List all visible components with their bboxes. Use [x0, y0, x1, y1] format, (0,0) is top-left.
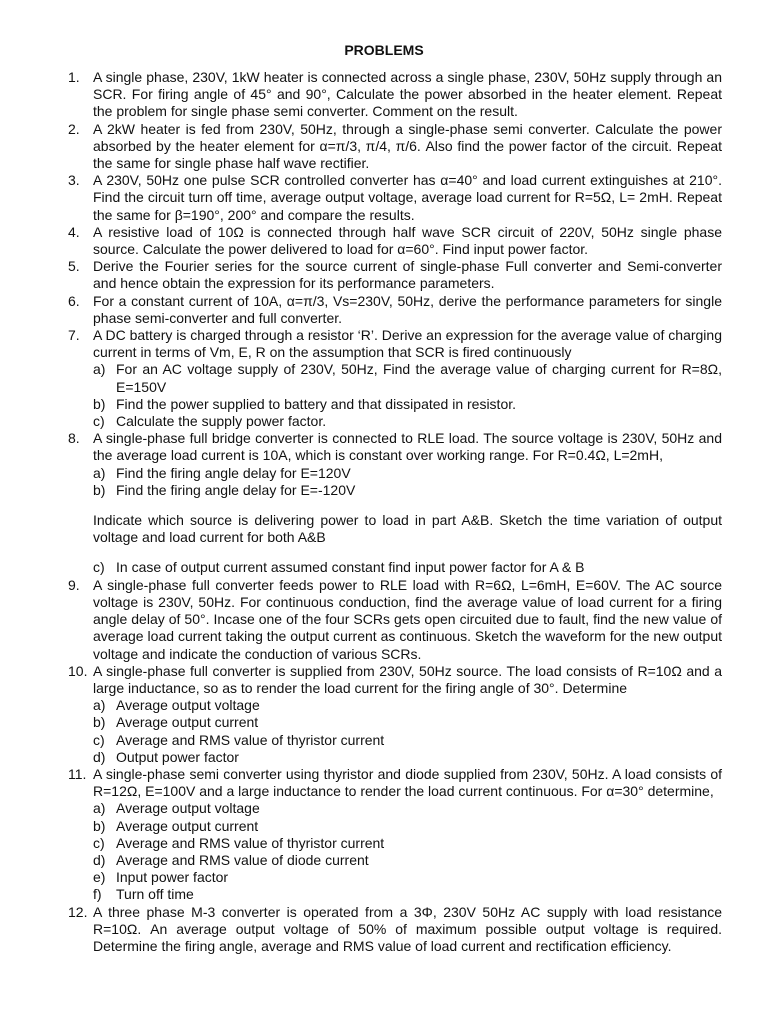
problem-text: Derive the Fourier series for the source current of single-phase Full converter and Semi-converter and hence obtain the expression for its performance parameters. — [93, 258, 722, 292]
sub-question-a — [93, 697, 722, 714]
sub-question-c — [93, 732, 722, 749]
page-title: PROBLEMS — [344, 42, 424, 58]
problem-number: 11. — [68, 765, 87, 782]
sub-label: a) — [93, 361, 106, 378]
problem-8-note: Indicate which source is delivering power to load in part A&B. Sketch the time variation of output voltage and load current for both A&B — [93, 512, 722, 546]
sub-text: In case of output current assumed constant find input power factor for A & B — [116, 559, 585, 576]
problem-4 — [68, 224, 722, 258]
sub-text: Output power factor — [116, 748, 239, 765]
sub-text: Input power factor — [116, 869, 229, 886]
sub-question-e — [93, 869, 722, 886]
sub-question-c — [93, 559, 722, 576]
problem-number: 8. — [68, 430, 80, 447]
problem-6 — [68, 293, 722, 327]
problem-text: A single phase, 230V, 1kW heater is connected across a single phase, 230V, 50Hz supply through an SCR. For firing angle of 45° and 90°, Calculate the power absorbed in the heater element. Repeat the problem for single phase semi converter. Comment on the result. — [93, 69, 722, 120]
sub-question-c — [93, 835, 722, 852]
problem-number: 1. — [68, 69, 80, 85]
sub-label: f) — [93, 886, 102, 903]
problem-text: A 230V, 50Hz one pulse SCR controlled converter has α=40° and load current extinguishes at 210°. Find the circuit turn off time, average output voltage, average load current for R=5Ω, L= 2mH. Repeat the same for β=190°, 200° and compare the results. — [93, 172, 722, 223]
problem-number: 9. — [68, 576, 80, 593]
sub-label: b) — [93, 395, 106, 412]
sub-question-c — [93, 413, 722, 430]
sub-text: Find the firing angle delay for E=-120V — [116, 481, 356, 498]
sub-text: Average output voltage — [116, 697, 260, 714]
problem-text: A DC battery is charged through a resistor ‘R’. Derive an expression for the average value of charging current in terms of Vm, E, R on the assumption that SCR is fired continuously — [93, 327, 722, 361]
sub-question-a — [93, 800, 722, 817]
sub-text: For an AC voltage supply of 230V, 50Hz, Find the average value of charging current for R=8Ω, E=150V — [116, 361, 722, 395]
problem-1 — [68, 69, 722, 121]
sub-question-a — [93, 465, 722, 482]
sub-label: e) — [93, 869, 106, 886]
sub-text: Find the power supplied to battery and that dissipated in resistor. — [116, 395, 517, 412]
sub-text: Average and RMS value of diode current — [116, 851, 369, 868]
sub-text: Find the firing angle delay for E=120V — [116, 464, 351, 481]
sub-label: a) — [93, 464, 106, 481]
sub-text: Average output voltage — [116, 800, 260, 817]
sub-question-b — [93, 396, 722, 413]
sub-label: c) — [93, 559, 105, 576]
problem-text: A single-phase full converter is supplied from 230V, 50Hz source. The load consists of R=10Ω and a large inductance, so as to render the load current for the firing angle of 30°. Determine — [93, 662, 722, 696]
problem-10 — [68, 663, 722, 766]
sub-text: Turn off time — [116, 886, 194, 903]
problem-2 — [68, 121, 722, 173]
problem-5 — [68, 258, 722, 292]
sub-label: b) — [93, 714, 106, 731]
problem-11 — [68, 766, 722, 904]
problem-text: A resistive load of 10Ω is connected through half wave SCR circuit of 220V, 50Hz single phase source. Calculate the power delivered to load for α=60°. Find input power factor. — [93, 223, 722, 258]
sub-question-b — [93, 818, 722, 835]
problem-12 — [68, 904, 722, 956]
problem-text: A single-phase full converter feeds power to RLE load with R=6Ω, L=6mH, E=60V. The AC source voltage is 230V, 50Hz. For continuous conduction, find the average value of load current for a firing angle delay of 50°. Incase one of the four SCRs gets open circuited due to fault, find the new value of average load current taking the output current as continuous. Sketch the waveform for the new output voltage and indicate the conduction of various SCRs. — [93, 576, 722, 662]
sub-label: b) — [93, 481, 106, 498]
problem-number: 10. — [68, 662, 88, 679]
sub-label: b) — [93, 817, 106, 834]
problem-7 — [68, 327, 722, 430]
problem-8 — [68, 430, 722, 499]
problem-list — [68, 69, 722, 955]
sub-text: Average output current — [116, 714, 259, 731]
sub-text: Average and RMS value of thyristor current — [116, 834, 385, 851]
problem-number: 12. — [68, 903, 88, 920]
sub-question-b — [93, 482, 722, 499]
problem-number: 7. — [68, 327, 80, 344]
sub-label: c) — [93, 413, 105, 430]
problem-number: 3. — [68, 172, 80, 189]
sub-text: Average output current — [116, 817, 259, 834]
problem-text: A 2kW heater is fed from 230V, 50Hz, through a single-phase semi converter. Calculate the power absorbed by the heater element for α=π/3, π/4, π/6. Also find the power factor of the circuit. Repeat the same for single phase half wave rectifier. — [93, 120, 722, 172]
sub-question-d — [93, 749, 722, 766]
problem-number: 4. — [68, 223, 80, 240]
sub-question-b — [93, 714, 722, 731]
sub-text: Average and RMS value of thyristor current — [116, 731, 385, 748]
sub-question-d — [93, 852, 722, 869]
problem-9 — [68, 577, 722, 663]
sub-label: a) — [93, 697, 106, 714]
sub-text: Calculate the supply power factor. — [116, 413, 327, 430]
sub-label: c) — [93, 731, 105, 748]
problem-number: 5. — [68, 258, 80, 275]
problem-text: For a constant current of 10A, α=π/3, Vs=230V, 50Hz, derive the performance parameters for single phase semi-converter and full converter. — [93, 292, 722, 326]
problem-number: 2. — [68, 120, 80, 137]
problem-3 — [68, 172, 722, 224]
problem-text: A single-phase full bridge converter is connected to RLE load. The source voltage is 230V, 50Hz and the average load current is 10A, which is constant over working range. For R=0.4Ω, L=2mH, — [93, 430, 722, 464]
problem-text: A single-phase semi converter using thyristor and diode supplied from 230V, 50Hz. A load consists of R=12Ω, E=100V and a large inductance to render the load current continuous. For α=30° determine, — [93, 765, 722, 800]
sub-question-f — [93, 886, 722, 903]
sub-question-a — [93, 361, 722, 395]
problem-8-continued — [68, 559, 722, 576]
sub-label: a) — [93, 800, 106, 817]
sub-label: d) — [93, 851, 106, 868]
sub-label: c) — [93, 834, 105, 851]
sub-label: d) — [93, 748, 106, 765]
problem-number: 6. — [68, 292, 80, 309]
problem-text: A three phase M-3 converter is operated from a 3Φ, 230V 50Hz AC supply with load resistance R=10Ω. An average output voltage of 50% of maximum possible output voltage is required. Determine the firing angle, average and RMS value of load current and rectification efficiency. — [93, 903, 722, 954]
